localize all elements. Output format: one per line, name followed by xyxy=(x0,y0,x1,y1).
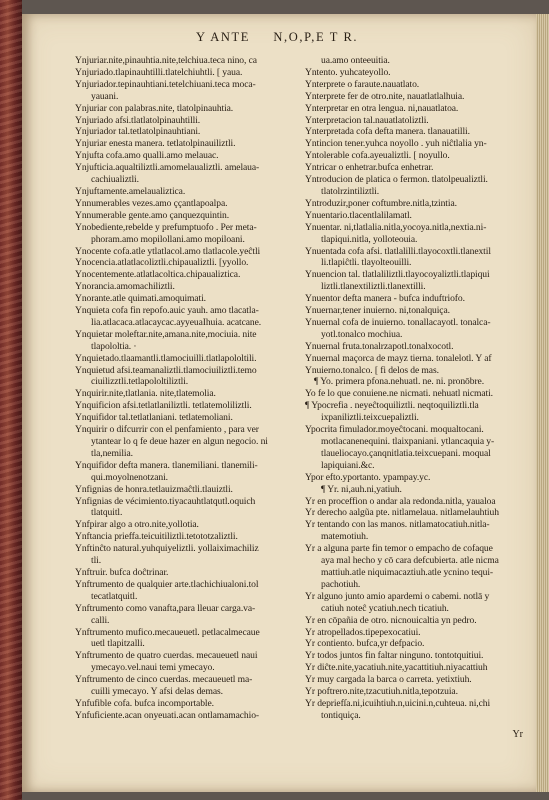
entry-line: tlatolrzintiliztli. xyxy=(321,185,380,197)
entry-line: Ynfignias de vécimiento.tiyacauhtlatqutl.oquich xyxy=(75,495,256,507)
entry-line: Ynjuriador tal.tetlatolpinauhtiani. xyxy=(75,126,201,138)
entry-line: phoram.amo mopilollani.amo mopiloani. xyxy=(91,233,245,245)
entry-line: ¶ Yr. ni,auh.ni,yatiuh. xyxy=(321,483,402,495)
entry-line: li.tlapiĉtli. tlayolteouilli. xyxy=(321,257,412,269)
entry-line: Ynquietado.tlaamantli.tlamociuilli.tlatlapololtili. xyxy=(75,352,257,364)
entry-line: Ynuierno.tonalco. [ fi delos de mas. xyxy=(305,364,439,376)
header-left: Y ANTE xyxy=(196,30,250,44)
entry-line: Yntento. yuhcateyollo. xyxy=(305,66,391,78)
entry-line: ciuilizztli.tetlapololtiliztli. xyxy=(91,376,189,388)
entry-line: Yr contiento. bufca,yr defpacio. xyxy=(305,638,425,650)
entry-line: Yr depriefſa.ni,icuihtiuh.n,uicini.n,cuhteua. ni,chi xyxy=(305,697,491,709)
entry-line: Yr en cōpañia de otro. nicnouicaltia yn pedro. xyxy=(305,614,477,626)
entry-line: ymecayo.vel.naui temi ymecayo. xyxy=(91,662,215,674)
entry-line: Ynquirir.nite,tlatlania. nite,tlatemolia. xyxy=(75,388,216,400)
entry-line: Ynquificion afsi.tetlatlaniliztli. tetlatemoliliztli. xyxy=(75,400,252,412)
entry-line: tecatlatquitl. xyxy=(91,590,138,602)
entry-line: Ynuentor defta manera - bufca induftriofo. xyxy=(305,293,465,305)
entry-line: Ynocente cofa.atle ytlatlacol.amo tlatlacole.yeĉtli xyxy=(75,245,261,257)
entry-line: Yr a alguna parte fin temor o empacho de cofaque xyxy=(305,543,493,555)
entry-line: Ynuernal fruta.tonalrzapotl.tonalxocotl. xyxy=(305,340,454,352)
entry-line: Ynorante.atle quimati.amoquimati. xyxy=(75,293,206,305)
entry-line: tontiquiça. xyxy=(321,709,361,721)
entry-line: Yr atropellados.tipepexocatiui. xyxy=(305,626,421,638)
entry-line: Ynuernal maçorca de mayz tierna. tonalelotl. Y af xyxy=(305,352,492,364)
entry-line: Ynuentada cofa afsi. tlatlalilli.tlayocoxtli.tlanextil xyxy=(305,245,491,257)
entry-line: uetl tlapitzalli. xyxy=(91,638,145,650)
entry-line: tli. xyxy=(91,555,101,567)
book-spine xyxy=(0,0,22,800)
entry-line: Ynorancia.amomachiliztli. xyxy=(75,281,175,293)
entry-line: Ynjuriar.nite,pinauhtia.nite,telchiua.teca nino, ca xyxy=(75,55,257,66)
entry-line: Ynuentar. ni,tlatlalia.nitla,yocoya.nitla,nextia.ni- xyxy=(305,221,487,233)
entry-line: pachotiuh. xyxy=(321,578,361,590)
entry-line: Yr derecho aalgũa pte. nitlamelaua. nitlamelauhtiuh xyxy=(305,507,499,519)
entry-line: Ynuernal cofa de inuierno. tonallacayotl. tonalca- xyxy=(305,316,491,328)
entry-line: Yr tentando con las manos. nitlamatocatiuh.nitla- xyxy=(305,519,490,531)
entry-line: Ynobediente,rebelde y prefumptuofo . Per meta- xyxy=(75,221,257,233)
entry-line: Ynftrumento de cinco cuerdas. mecaueuetl ma- xyxy=(75,674,253,686)
entry-line: Yntricar o enhetrar.bufca enhetrar. xyxy=(305,162,434,174)
entry-line: cachiualiztli. xyxy=(91,174,139,186)
entry-line: lapiquiani.&c. xyxy=(321,459,375,471)
entry-line: Ynterprete fer de otro.nite, nauatlatlalhuia. xyxy=(305,90,465,102)
catchword: Yr xyxy=(512,729,523,740)
entry-line: Ynftinĉto natural.yuhquiyeliztli. yollaiximachiliz xyxy=(75,543,259,555)
entry-line: Yr diĉte.nite,yacatiuh.nite,yacattitiuh.niyacattiuh xyxy=(305,662,488,674)
entry-line: Yr poftrero.nite,tzacutiuh.nitla,tepotzuia. xyxy=(305,686,458,698)
entry-line: Ynfpirar algo a otro.nite,yollotia. xyxy=(75,519,199,531)
entry-line: Ynftrumento mufico.mecaueuetl. petlacalmecaue xyxy=(75,626,260,638)
entry-line: motlacanenequini. tlaixpaniani. ytlancaquia y- xyxy=(321,436,495,447)
entry-line: Ynfufible cofa. bufca incomportable. xyxy=(75,697,214,709)
entry-line: Ynnumerables vezes.amo ççantlapoalpa. xyxy=(75,197,228,209)
entry-line: cuilli ymecayo. Y afsi delas demas. xyxy=(91,686,223,698)
entry-line: Ypocrita fimulador.moyeĉtocani. moqualtocani. xyxy=(305,424,484,436)
entry-line: catiuh noteĉ ycatiuh.nech ticatiuh. xyxy=(321,602,449,614)
entry-line: Yr muy cargada la barca o carreta. yetixtiuh. xyxy=(305,674,472,686)
entry-line: yauani. xyxy=(91,90,119,102)
entry-line: Ynquietud afsi.teamanaliztli.tlamociuiliztli.temo xyxy=(75,364,257,376)
entry-line: Ynocencia.atlatlacoliztli.chipaualiztli. [yyollo. xyxy=(75,257,249,269)
entry-line: tlaueliocayo.çanqnitlatia.teixcuepani. moqual xyxy=(321,447,491,459)
entry-line: Ynterprete o faraute.nauatlato. xyxy=(305,78,420,90)
entry-line: Ynuentario.tlacentlalilamatl. xyxy=(305,209,412,221)
entry-line: Ynjuriar con palabras.nite, tlatolpinauhtia. xyxy=(75,102,234,114)
running-header xyxy=(196,30,496,50)
entry-line: tlatquitl. xyxy=(91,507,123,519)
entry-line: matemotiuh. xyxy=(321,531,369,543)
entry-line: Ynjuriador.tepinauhtiani.tetelchiuani.teca moca- xyxy=(75,78,256,90)
entry-line: Ypor efto.yportanto. ypampay.yc. xyxy=(305,471,431,483)
entry-line: Ynquietar moleftar.nite,amana.nite,mociuia. nite xyxy=(75,328,257,340)
entry-line: mattiuh.atle niquimacaztiuh.atle ycnino tequi- xyxy=(321,566,494,578)
entry-line: Ynfuficiente.acan onyeuati.acan ontlamamachio- xyxy=(75,709,259,721)
header-right: N,O,P,E T R. xyxy=(273,30,359,44)
entry-line: Ynterpretacion tal.nauatlatoliztli. xyxy=(305,114,429,126)
page-stack-edge xyxy=(536,14,549,792)
entry-line: Yntroducion de platica o fermon. tlatolpeualiztli. xyxy=(305,174,488,186)
entry-line: tla,nemilia. xyxy=(91,447,133,459)
entry-line: tlapololtia. · xyxy=(91,340,137,352)
right-column xyxy=(305,55,525,722)
entry-line: Ynjuftamente.amelaualiztica. xyxy=(75,185,186,197)
entry-line: Ynquirir o difcurrir con el penfamiento , para ver xyxy=(75,424,259,436)
entry-line: Yr alguno junto amio apardemi o cabemi. notlā y xyxy=(305,590,490,602)
entry-line: calli. xyxy=(91,614,110,626)
entry-line: qui.moyolnenotzani. xyxy=(91,471,168,483)
entry-line: aya mal hecho y cō cara defcubierta. atle nicma xyxy=(321,555,499,567)
entry-line: Yr en proceffion o andar ala redonda.nitla, yaualoa xyxy=(305,495,496,507)
entry-line: Ynuencion tal. tlatlaliliztli.tlayocoyaliztli.tlapiqui xyxy=(305,269,490,281)
entry-line: ytantear lo q fe deue hazer en algun negocio. ni xyxy=(91,436,268,447)
entry-line: Ynftancia prieffa.teicuitiliztli.tetototzaliztli. xyxy=(75,531,238,543)
entry-line: Ynftrumento de quatro cuerdas. mecaueuetl naui xyxy=(75,650,258,662)
entry-line: Ynuernar,tener inuierno. ni,tonalquiça. xyxy=(305,305,450,317)
entry-line: ¶ Ypocrefia . neyeĉtoquiliztli. neqtoquiliztli.tla xyxy=(305,400,479,412)
entry-line: Yo fe lo que conuiene.ne nicmati. nehuatl nicmati. xyxy=(305,388,493,400)
entry-line: Ynjufticia.aqualtiliztli.amomelaualiztli. amelaua- xyxy=(75,162,260,174)
left-column xyxy=(75,55,293,722)
entry-line: Yntolerable cofa.ayeualiztli. [ noyullo. xyxy=(305,150,450,162)
entry-line: Ynfignias de honra.tetlauizmaĉtli.tlauiztli. xyxy=(75,483,233,495)
entry-line: Yr todos juntos fin faltar ninguno. tontotquitiui. xyxy=(305,650,484,662)
entry-line: Ynquifidor tal.tetlatlaniani. tetlatemoliani. xyxy=(75,412,233,424)
entry-line: Ynftrumento de qualquier arte.tlachichiualoni.tol xyxy=(75,578,259,590)
entry-line: Ynjuriado afsi.tlatlatolpinauhtilli. xyxy=(75,114,201,126)
entry-line: yotl.tonalco mochiua. xyxy=(321,328,403,340)
entry-line: Ynftruir. bufca doĉtrinar. xyxy=(75,566,169,578)
entry-line: Ynjuriado.tlapinauhtilli.tlatelchiuhtli. [ yaua. xyxy=(75,66,243,78)
entry-line: ua.amo onteeuitia. xyxy=(321,55,390,66)
entry-line: Ynterpretar en otra lengua. ni,nauatlatoa. xyxy=(305,102,459,114)
entry-line: Ynquifidor defta manera. tlanemiliani. tlanemili- xyxy=(75,459,258,471)
entry-line: Ynjuriar enesta manera. tetlatolpinauiliztli. xyxy=(75,138,236,150)
entry-line: Ynquieta cofa fin repofo.auic yauh. amo tlacatla- xyxy=(75,305,259,317)
entry-line: Ynjufta cofa.amo qualli.amo melauac. xyxy=(75,150,219,162)
entry-line: Yntincion tener.yuhca noyollo . yuh niĉtlalia yn- xyxy=(305,138,487,150)
entry-line: liztli.tlanextiliztli.tlanextilli. xyxy=(321,281,426,293)
entry-line: lia.atlacaca.atlacaycac.ayyeuaIhuia. acatcane. xyxy=(91,316,262,328)
entry-line: tlapiqui.nitla, yolloteouia. xyxy=(321,233,418,245)
entry-line: Ynocentemente.atlatlacoltica.chipaualiztica. xyxy=(75,269,241,281)
entry-line: ¶ Yo. primera pfona.nehuatl. ne. ni. pronōbre. xyxy=(314,376,484,388)
entry-line: Ynnumerable gente.amo çanquezquintin. xyxy=(75,209,230,221)
entry-line: ixpaniliztli.teixcuepaliztli. xyxy=(321,412,419,424)
entry-line: Ynterpretada cofa defta manera. tlanauatilli. xyxy=(305,126,470,138)
entry-line: Yntroduzir,poner coftumbre.nitla,tzintia. xyxy=(305,197,457,209)
entry-line: Ynftrumento como vanafta,para lleuar carga.va- xyxy=(75,602,256,614)
